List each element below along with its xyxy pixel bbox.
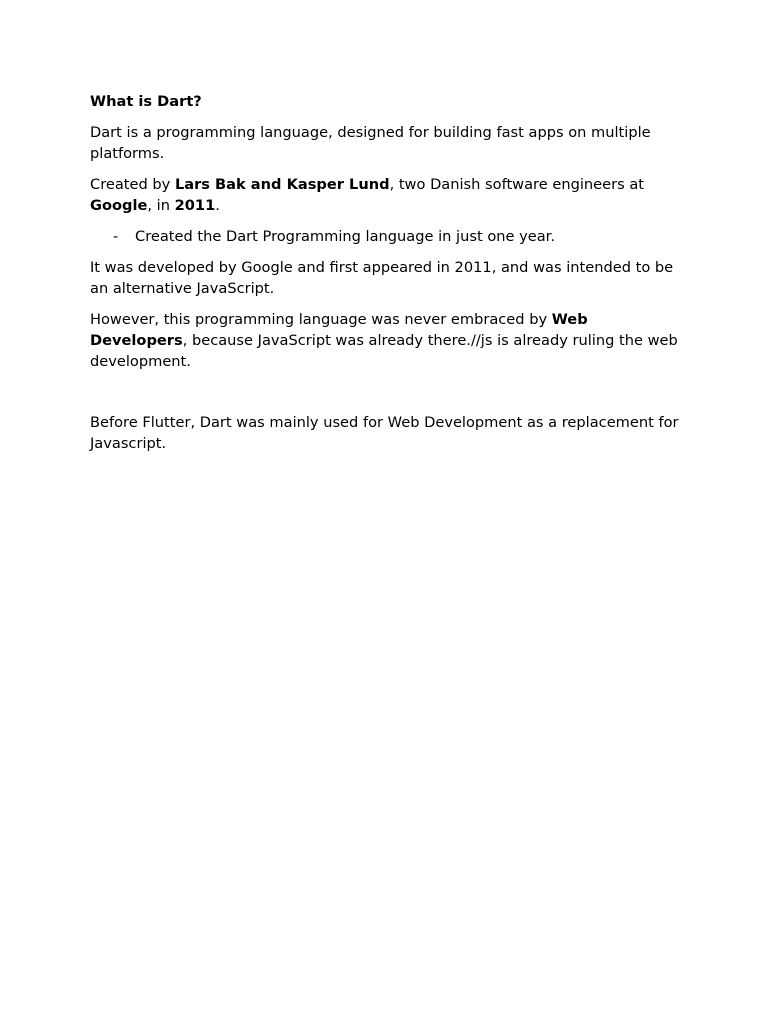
bold-company: Google: [90, 197, 148, 214]
text-run: Created by: [90, 176, 175, 193]
paragraph-adoption: [90, 309, 690, 372]
document-title: What is Dart?: [90, 93, 202, 110]
blank-line: [90, 382, 690, 412]
bold-year: 2011: [174, 197, 216, 214]
text-run: , in: [147, 197, 175, 214]
list-item: [90, 226, 690, 247]
paragraph-creators: [90, 174, 690, 216]
bold-web-developers: Web Developers: [90, 311, 588, 349]
paragraph-intro: Dart is a programming language, designed for building fast apps on multiple platforms.: [90, 124, 651, 162]
bullet-list: [90, 226, 690, 247]
list-marker: -: [113, 228, 119, 245]
text-run: , because JavaScript was already there.//js is already ruling the web development.: [90, 332, 678, 370]
list-item-text: Created the Dart Programming language in just one year.: [135, 228, 555, 245]
text-run: , two Danish software engineers at: [389, 176, 645, 193]
paragraph-history: It was developed by Google and first appeared in 2011, and was intended to be an alternative JavaScript.: [90, 259, 674, 297]
paragraph-before-flutter: Before Flutter, Dart was mainly used for Web Development as a replacement for Javascript.: [90, 414, 679, 452]
document-body: [90, 91, 690, 464]
text-run: However, this programming language was never embraced by: [90, 311, 552, 328]
bold-creators: Lars Bak and Kasper Lund: [174, 176, 390, 193]
text-run: .: [215, 197, 220, 214]
